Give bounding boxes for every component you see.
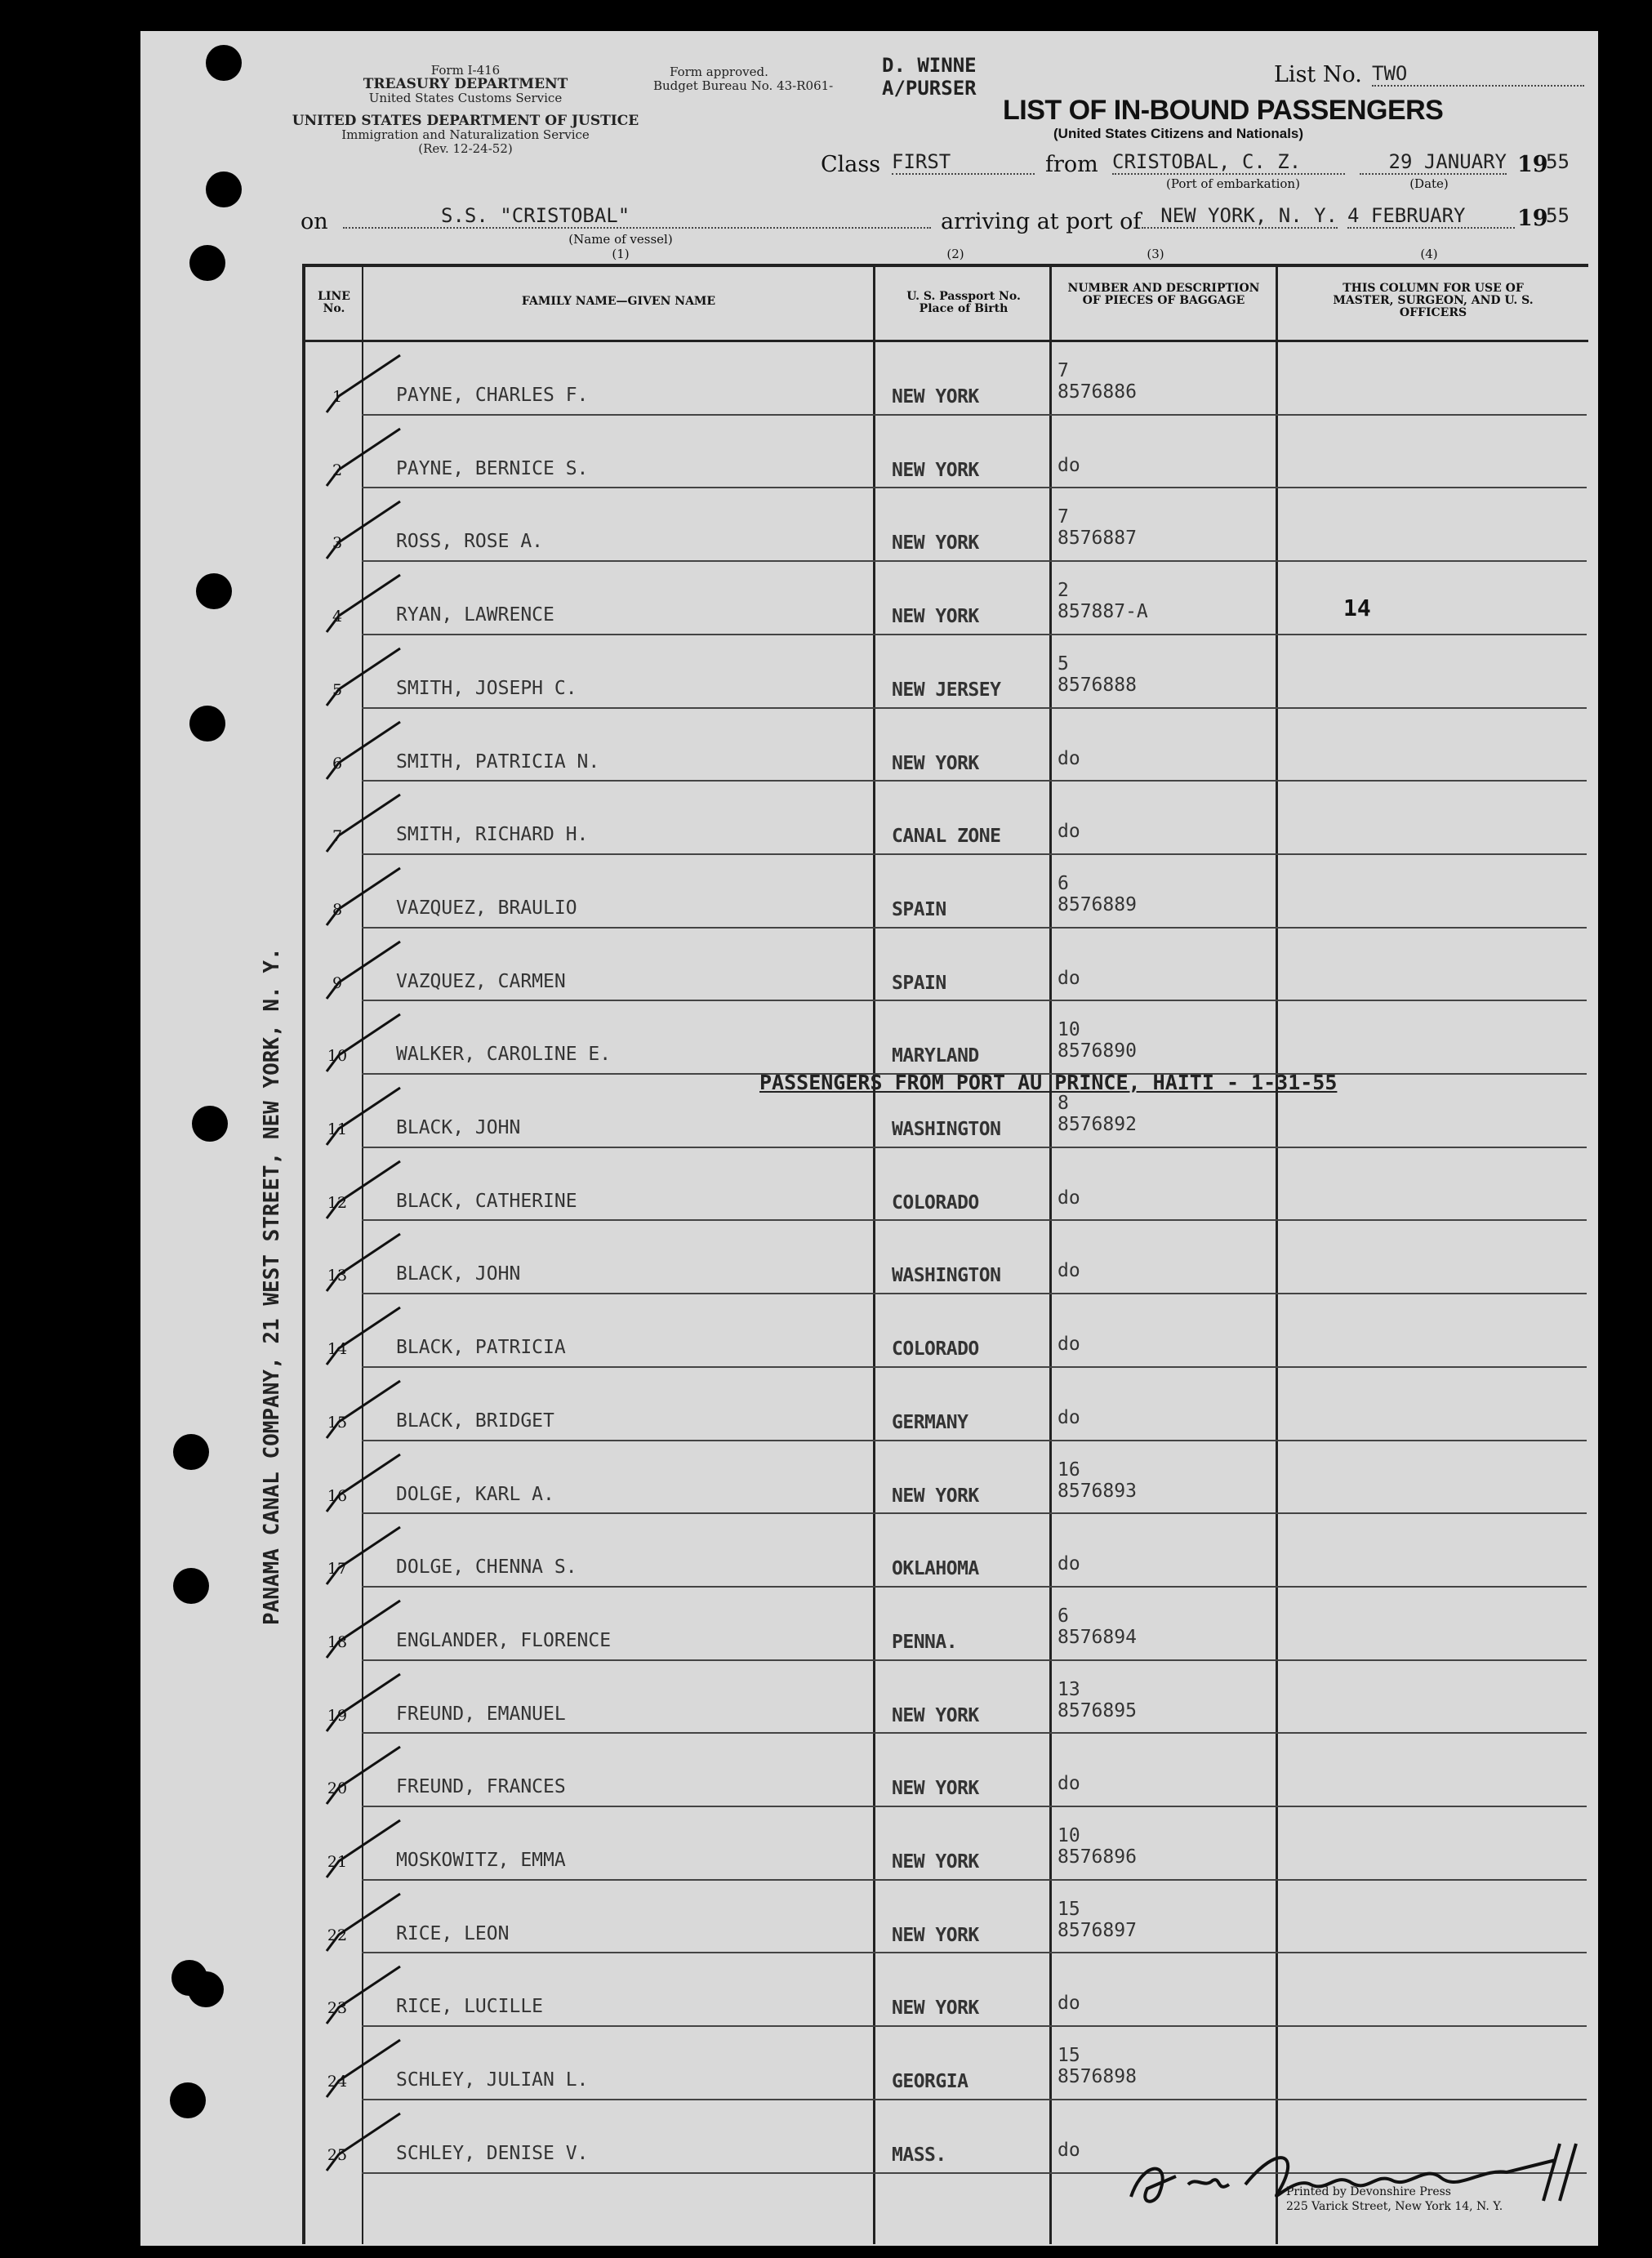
row-baggage-count: 7 [1058,360,1069,381]
row-passenger-name: PAYNE, CHARLES F. [396,385,589,406]
punch-hole [173,1434,209,1470]
table-top-border [302,264,1588,267]
justice-block [286,114,645,156]
row-baggage-tag: do [1058,1406,1080,1428]
row-line-number: 25 [327,2145,348,2164]
row-divider [362,707,1587,709]
header-officers: THIS COLUMN FOR USE OF MASTER, SURGEON, AND U. S. OFFICERS [1333,282,1534,319]
page-subtitle: (United States Citizens and Nationals) [1053,126,1304,141]
row-baggage-tag: do [1058,821,1080,843]
row-line-number: 21 [327,1853,348,1871]
check-mark [310,347,408,421]
row-line-number: 1 [332,388,343,406]
row-passenger-name: RYAN, LAWRENCE [396,604,554,626]
row-baggage-tag: 8576889 [1058,893,1137,915]
row-baggage-tag: 8576890 [1058,1040,1137,1062]
year-prefix: 19 [1517,152,1548,177]
check-mark [310,786,408,860]
row-passenger-name: DOLGE, KARL A. [396,1483,554,1505]
row-place-of-birth: COLORADO [892,1338,979,1361]
row-passenger-name: VAZQUEZ, BRAULIO [396,897,577,919]
purser-title: A/PURSER [882,77,977,100]
justice-dept: UNITED STATES DEPARTMENT OF JUSTICE [292,113,639,129]
row-passenger-name: DOLGE, CHENNA S. [396,1557,577,1579]
row-baggage-tag: 8576894 [1058,1626,1137,1648]
vessel-col-number: (1) [612,247,630,261]
row-divider [362,1147,1587,1148]
header-line-no: LINE No. [318,290,350,315]
row-baggage-tag: 8576898 [1058,2066,1137,2088]
row-place-of-birth: MARYLAND [892,1045,979,1067]
row-place-of-birth: OKLAHOMA [892,1558,979,1580]
row-baggage-tag: 8576892 [1058,1114,1137,1135]
check-mark [310,714,408,787]
check-mark [310,493,408,567]
row-place-of-birth: WASHINGTON [892,1119,1001,1140]
check-mark [310,2032,408,2105]
row-line-number: 12 [327,1193,348,1212]
row-line-number: 3 [332,534,343,553]
check-mark [310,1592,408,1666]
row-line-number: 13 [327,1267,348,1285]
row-place-of-birth: NEW YORK [892,1851,979,1873]
row-passenger-name: BLACK, JOHN [396,1263,521,1285]
check-mark [310,1080,408,1153]
row-line-number: 2 [332,461,343,479]
check-mark [310,933,408,1007]
budget-approval [653,65,874,93]
row-place-of-birth: PENNA. [892,1631,958,1653]
row-divider [362,2099,1587,2100]
row-baggage-tag: 857887-A [1058,601,1148,623]
form-identification [302,64,629,105]
printer-line-2: 225 Varick Street, New York 14, N. Y. [1286,2200,1503,2213]
row-passenger-name: PAYNE, BERNICE S. [396,457,589,479]
row-place-of-birth: COLORADO [892,1191,979,1214]
table-border-left [302,264,305,2244]
check-mark [310,1958,408,2032]
row-line-number: 15 [327,1413,348,1432]
arrival-port: NEW YORK, N. Y. [1142,204,1338,229]
row-baggage-count: 13 [1058,1678,1080,1700]
date-of-embarkation: 29 JANUARY [1360,150,1507,175]
punch-hole [170,2082,206,2118]
col-2-number: (2) [946,247,964,261]
ins-service: Immigration and Naturalization Service [341,127,590,142]
row-baggage-count: 6 [1058,872,1069,894]
row-place-of-birth: NEW YORK [892,1485,979,1507]
check-mark [310,1226,408,1299]
row-divider [362,1952,1587,1953]
port-of-embarkation: CRISTOBAL, C. Z. [1112,150,1345,175]
header-passport: U. S. Passport No. Place of Birth [906,290,1021,315]
check-mark [310,1739,408,1812]
row-baggage-tag: 8576897 [1058,1919,1137,1941]
header-baggage: NUMBER AND DESCRIPTION OF PIECES OF BAGGAGE [1067,282,1260,307]
row-divider [362,1586,1587,1588]
row-passenger-name: ROSS, ROSE A. [396,531,544,553]
row-baggage-tag: 8576888 [1058,674,1137,696]
check-mark [310,1299,408,1373]
row-baggage-count: 15 [1058,2045,1080,2067]
row-line-number: 24 [327,2073,348,2091]
row-divider [362,1366,1587,1368]
row-baggage-tag: do [1058,1187,1080,1209]
row-line-number: 18 [327,1632,348,1651]
punch-hole [188,1971,224,2007]
row-divider [362,1806,1587,1807]
check-mark [310,640,408,714]
check-mark [310,1153,408,1227]
row-baggage-tag: do [1058,1260,1080,1282]
row-divider [362,1512,1587,1514]
row-baggage-tag: 8576886 [1058,381,1137,403]
row-place-of-birth: WASHINGTON [892,1265,1001,1287]
row-divider [362,1440,1587,1441]
punch-hole [196,573,232,609]
arriving-label: arriving at port of [941,209,1142,234]
col-4-number: (4) [1420,247,1438,261]
list-no-label: List No. [1274,62,1362,87]
row-baggage-tag: do [1058,1334,1080,1356]
row-place-of-birth: NEW YORK [892,606,979,628]
check-mark [310,1446,408,1520]
row-passenger-name: FREUND, EMANUEL [396,1703,566,1725]
row-place-of-birth: NEW YORK [892,459,979,481]
list-no-value: TWO [1372,62,1584,87]
check-mark [310,1006,408,1080]
row-passenger-name: SCHLEY, DENISE V. [396,2142,589,2164]
class-value: FIRST [892,150,1035,175]
row-place-of-birth: NEW YORK [892,532,979,554]
row-baggage-tag: do [1058,967,1080,989]
row-line-number: 20 [327,1779,348,1798]
row-baggage-count: 15 [1058,1898,1080,1920]
row-place-of-birth: NEW YORK [892,1778,979,1800]
row-divider [362,780,1587,782]
table-header-border [302,340,1588,342]
form-number: Form I-416 [430,63,501,78]
side-stamp: PANAMA CANAL COMPANY, 21 WEST STREET, NEW YORK, N. Y. [260,947,284,1625]
row-baggage-count: 6 [1058,1605,1069,1627]
row-divider [362,1000,1587,1001]
punch-hole [206,171,242,207]
arrival-date: 4 FEBRUARY [1347,204,1515,229]
row-line-number: 9 [332,973,343,992]
row-line-number: 17 [327,1560,348,1579]
row-line-number: 5 [332,680,343,699]
treasury-dept: TREASURY DEPARTMENT [363,76,568,92]
row-baggage-tag: 8576896 [1058,1846,1137,1868]
arrival-year: 55 [1546,204,1570,227]
row-line-number: 10 [327,1047,348,1066]
year-embark: 55 [1546,150,1570,173]
printer-line-1: Printed by Devonshire Press [1286,2185,1451,2198]
row-line-number: 14 [327,1340,348,1359]
row-baggage-count: 10 [1058,1019,1080,1041]
row-passenger-name: BLACK, BRIDGET [396,1410,554,1432]
row-passenger-name: WALKER, CAROLINE E. [396,1044,612,1066]
row-baggage-tag: 8576893 [1058,1480,1137,1502]
row-divider [362,927,1587,929]
row-baggage-tag: do [1058,747,1080,769]
section-header: PASSENGERS FROM PORT AU PRINCE, HAITI - 1-31-55 [759,1071,1338,1094]
row-passenger-name: VAZQUEZ, CARMEN [396,970,566,992]
row-divider [362,2025,1587,2027]
check-mark [310,1812,408,1886]
check-mark [310,1886,408,1959]
row-divider [362,414,1587,416]
from-label: from [1045,152,1098,177]
customs-service: United States Customs Service [368,91,563,105]
row-divider [362,1659,1587,1661]
row-line-number: 7 [332,827,343,846]
on-label: on [301,209,328,234]
check-mark [310,1666,408,1739]
row-baggage-tag: do [1058,2139,1080,2161]
row-passenger-name: MOSKOWITZ, EMMA [396,1850,566,1871]
row-place-of-birth: GEORGIA [892,2071,968,2093]
row-passenger-name: SMITH, JOSEPH C. [396,677,577,699]
row-baggage-tag: 8576887 [1058,528,1137,550]
punch-hole [189,245,225,281]
row-passenger-name: BLACK, PATRICIA [396,1337,566,1359]
date-caption: (Date) [1409,176,1449,191]
row-place-of-birth: NEW YORK [892,752,979,774]
page-title: LIST OF IN-BOUND PASSENGERS [1003,95,1444,126]
row-place-of-birth: NEW YORK [892,1924,979,1946]
officer-note: 14 [1343,595,1371,621]
row-place-of-birth: SPAIN [892,898,946,920]
row-divider [362,1293,1587,1294]
row-passenger-name: SMITH, RICHARD H. [396,824,589,846]
row-line-number: 23 [327,1999,348,2018]
check-mark [310,421,408,494]
row-line-number: 11 [327,1120,348,1138]
row-line-number: 4 [332,608,343,626]
row-baggage-tag: do [1058,1993,1080,2015]
row-place-of-birth: SPAIN [892,972,946,994]
row-divider [362,853,1587,855]
row-divider [362,487,1587,488]
punch-hole [206,45,242,81]
row-place-of-birth: NEW YORK [892,386,979,408]
row-baggage-count: 16 [1058,1459,1080,1481]
row-passenger-name: RICE, LUCILLE [396,1996,544,2018]
row-divider [362,560,1587,562]
row-line-number: 22 [327,1926,348,1944]
row-place-of-birth: GERMANY [892,1411,968,1433]
row-baggage-tag: do [1058,454,1080,476]
col-3-number: (3) [1147,247,1164,261]
row-divider [362,1879,1587,1881]
punch-hole [189,706,225,742]
row-line-number: 16 [327,1486,348,1505]
row-place-of-birth: MASS. [892,2144,946,2166]
vessel-caption: (Name of vessel) [568,232,673,247]
row-baggage-count: 10 [1058,1825,1080,1846]
budget-bureau: Budget Bureau No. 43-R061- [653,78,834,93]
check-mark [310,2105,408,2179]
row-baggage-tag: 8576895 [1058,1699,1137,1721]
row-baggage-tag: do [1058,1773,1080,1795]
row-place-of-birth: CANAL ZONE [892,826,1001,848]
vessel-name: S.S. "CRISTOBAL" [343,204,931,229]
purser-name: D. WINNE [882,54,977,77]
row-line-number: 6 [332,754,343,773]
header-name: FAMILY NAME—GIVEN NAME [521,295,716,308]
row-baggage-count: 8 [1058,1093,1069,1114]
row-baggage-tag: do [1058,1553,1080,1575]
row-passenger-name: BLACK, CATHERINE [396,1190,577,1212]
row-baggage-count: 5 [1058,652,1069,675]
row-baggage-count: 2 [1058,580,1069,602]
check-mark [310,860,408,933]
row-passenger-name: ENGLANDER, FLORENCE [396,1629,612,1651]
row-divider [362,1732,1587,1734]
arrival-year-prefix: 19 [1517,206,1548,231]
form-approved: Form approved. [670,65,768,79]
row-passenger-name: SMITH, PATRICIA N. [396,750,600,773]
form-revision: (Rev. 12-24-52) [418,141,513,156]
row-passenger-name: FREUND, FRANCES [396,1776,566,1798]
class-label: Class [821,152,881,177]
punch-hole [192,1106,228,1142]
row-divider [362,1219,1587,1221]
row-divider [362,634,1587,635]
row-passenger-name: RICE, LEON [396,1922,510,1944]
row-line-number: 19 [327,1706,348,1725]
check-mark [310,1519,408,1592]
check-mark [310,567,408,640]
row-passenger-name: BLACK, JOHN [396,1117,521,1138]
row-passenger-name: SCHLEY, JULIAN L. [396,2069,589,2091]
check-mark [310,1373,408,1446]
row-place-of-birth: NEW JERSEY [892,679,1001,701]
row-place-of-birth: NEW YORK [892,1704,979,1726]
port-caption: (Port of embarkation) [1166,176,1300,191]
row-place-of-birth: NEW YORK [892,1997,979,2020]
punch-hole [173,1568,209,1604]
row-line-number: 8 [332,900,343,919]
row-baggage-count: 7 [1058,506,1069,528]
